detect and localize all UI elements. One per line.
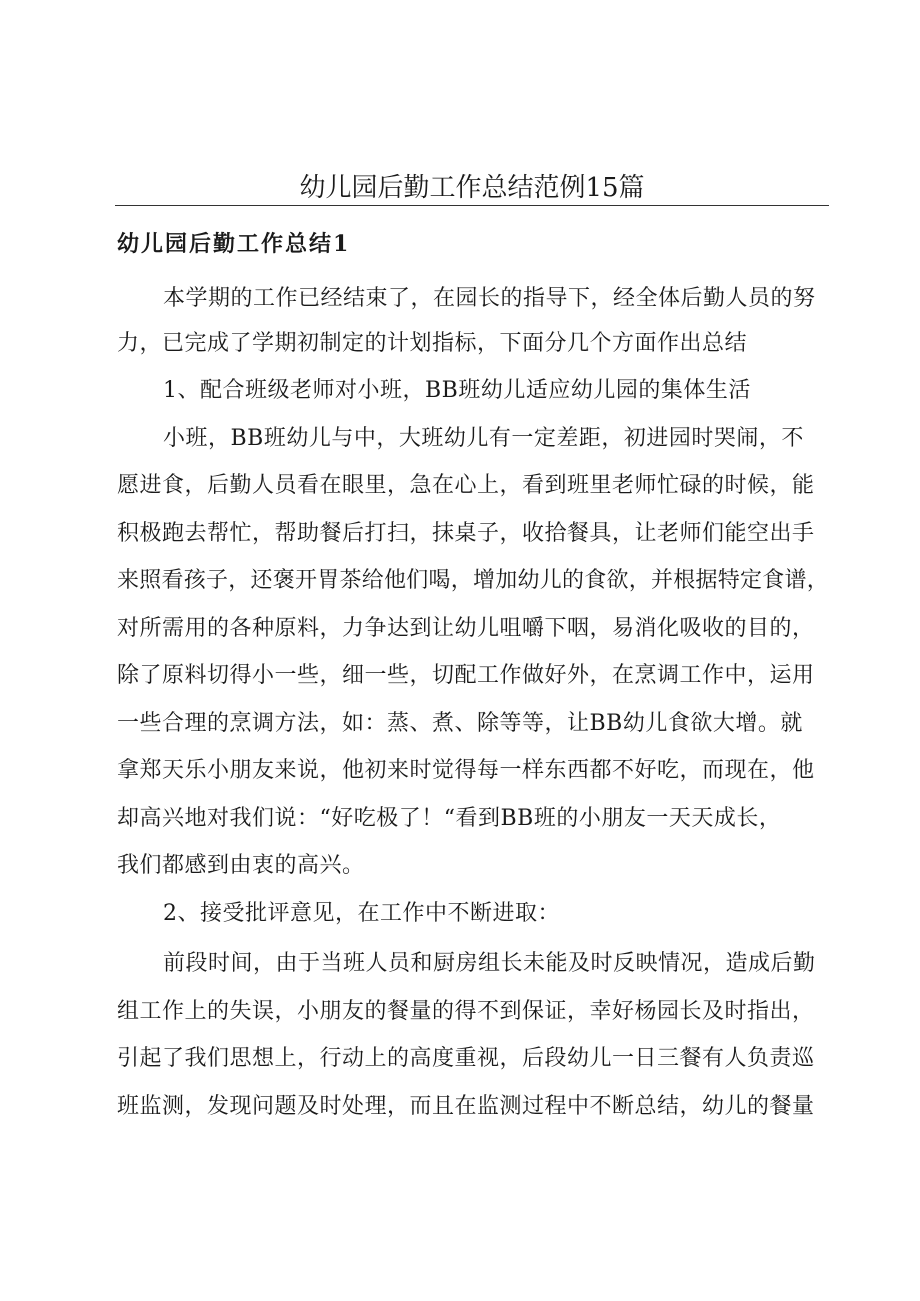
paragraph-line: 却高兴地对我们说：“好吃极了！“看到BB班的小朋友一天天成长， (117, 806, 782, 831)
paragraph-line: 除了原料切得小一些，细一些，切配工作做好外，在烹调工作中，运用 (117, 663, 815, 688)
paragraph-line: 力，已完成了学期初制定的计划指标，下面分几个方面作出总结 (117, 331, 748, 356)
section-heading: 幼儿园后勤工作总结1 (117, 231, 351, 257)
paragraph-line: 来照看孩子，还褒开胃茶给他们喝，增加幼儿的食欲，并根据特定食谱， (117, 568, 830, 593)
list-item-heading: 1、配合班级老师对小班，BB班幼儿适应幼儿园的集体生活 (163, 378, 751, 403)
list-item-heading: 2、接受批评意见，在工作中不断进取： (163, 901, 560, 926)
paragraph-line: 本学期的工作已经结束了，在园长的指导下，经全体后勤人员的努 (163, 286, 816, 311)
paragraph-line: 小班，BB班幼儿与中，大班幼儿有一定差距，初进园时哭闹，不 (163, 426, 804, 451)
paragraph-line: 拿郑天乐小朋友来说，他初来时觉得每一样东西都不好吃，而现在，他 (117, 758, 815, 783)
paragraph-line: 班监测，发现问题及时处理，而且在监测过程中不断总结，幼儿的餐量 (117, 1094, 815, 1119)
paragraph-line: 积极跑去帮忙，帮助餐后打扫，抹桌子，收拾餐具，让老师们能空出手 (117, 521, 815, 546)
paragraph-line: 一些合理的烹调方法，如：蒸、煮、除等等，让BB幼儿食欲大增。就 (117, 711, 803, 736)
document-title: 幼儿园后勤工作总结范例15篇 (299, 173, 645, 203)
paragraph-line: 对所需用的各种原料，力争达到让幼儿咀嚼下咽，易消化吸收的目的， (117, 616, 815, 641)
paragraph-line: 引起了我们思想上，行动上的高度重视，后段幼儿一日三餐有人负责巡 (117, 1046, 815, 1071)
paragraph-line: 我们都感到由衷的高兴。 (117, 853, 365, 878)
title-underline (115, 205, 829, 206)
paragraph-line: 组工作上的失误，小朋友的餐量的得不到保证，幸好杨园长及时指出， (117, 999, 815, 1024)
paragraph-line: 愿进食，后勤人员看在眼里，急在心上，看到班里老师忙碌的时候，能 (117, 473, 815, 498)
paragraph-line: 前段时间，由于当班人员和厨房组长未能及时反映情况，造成后勤 (163, 951, 816, 976)
